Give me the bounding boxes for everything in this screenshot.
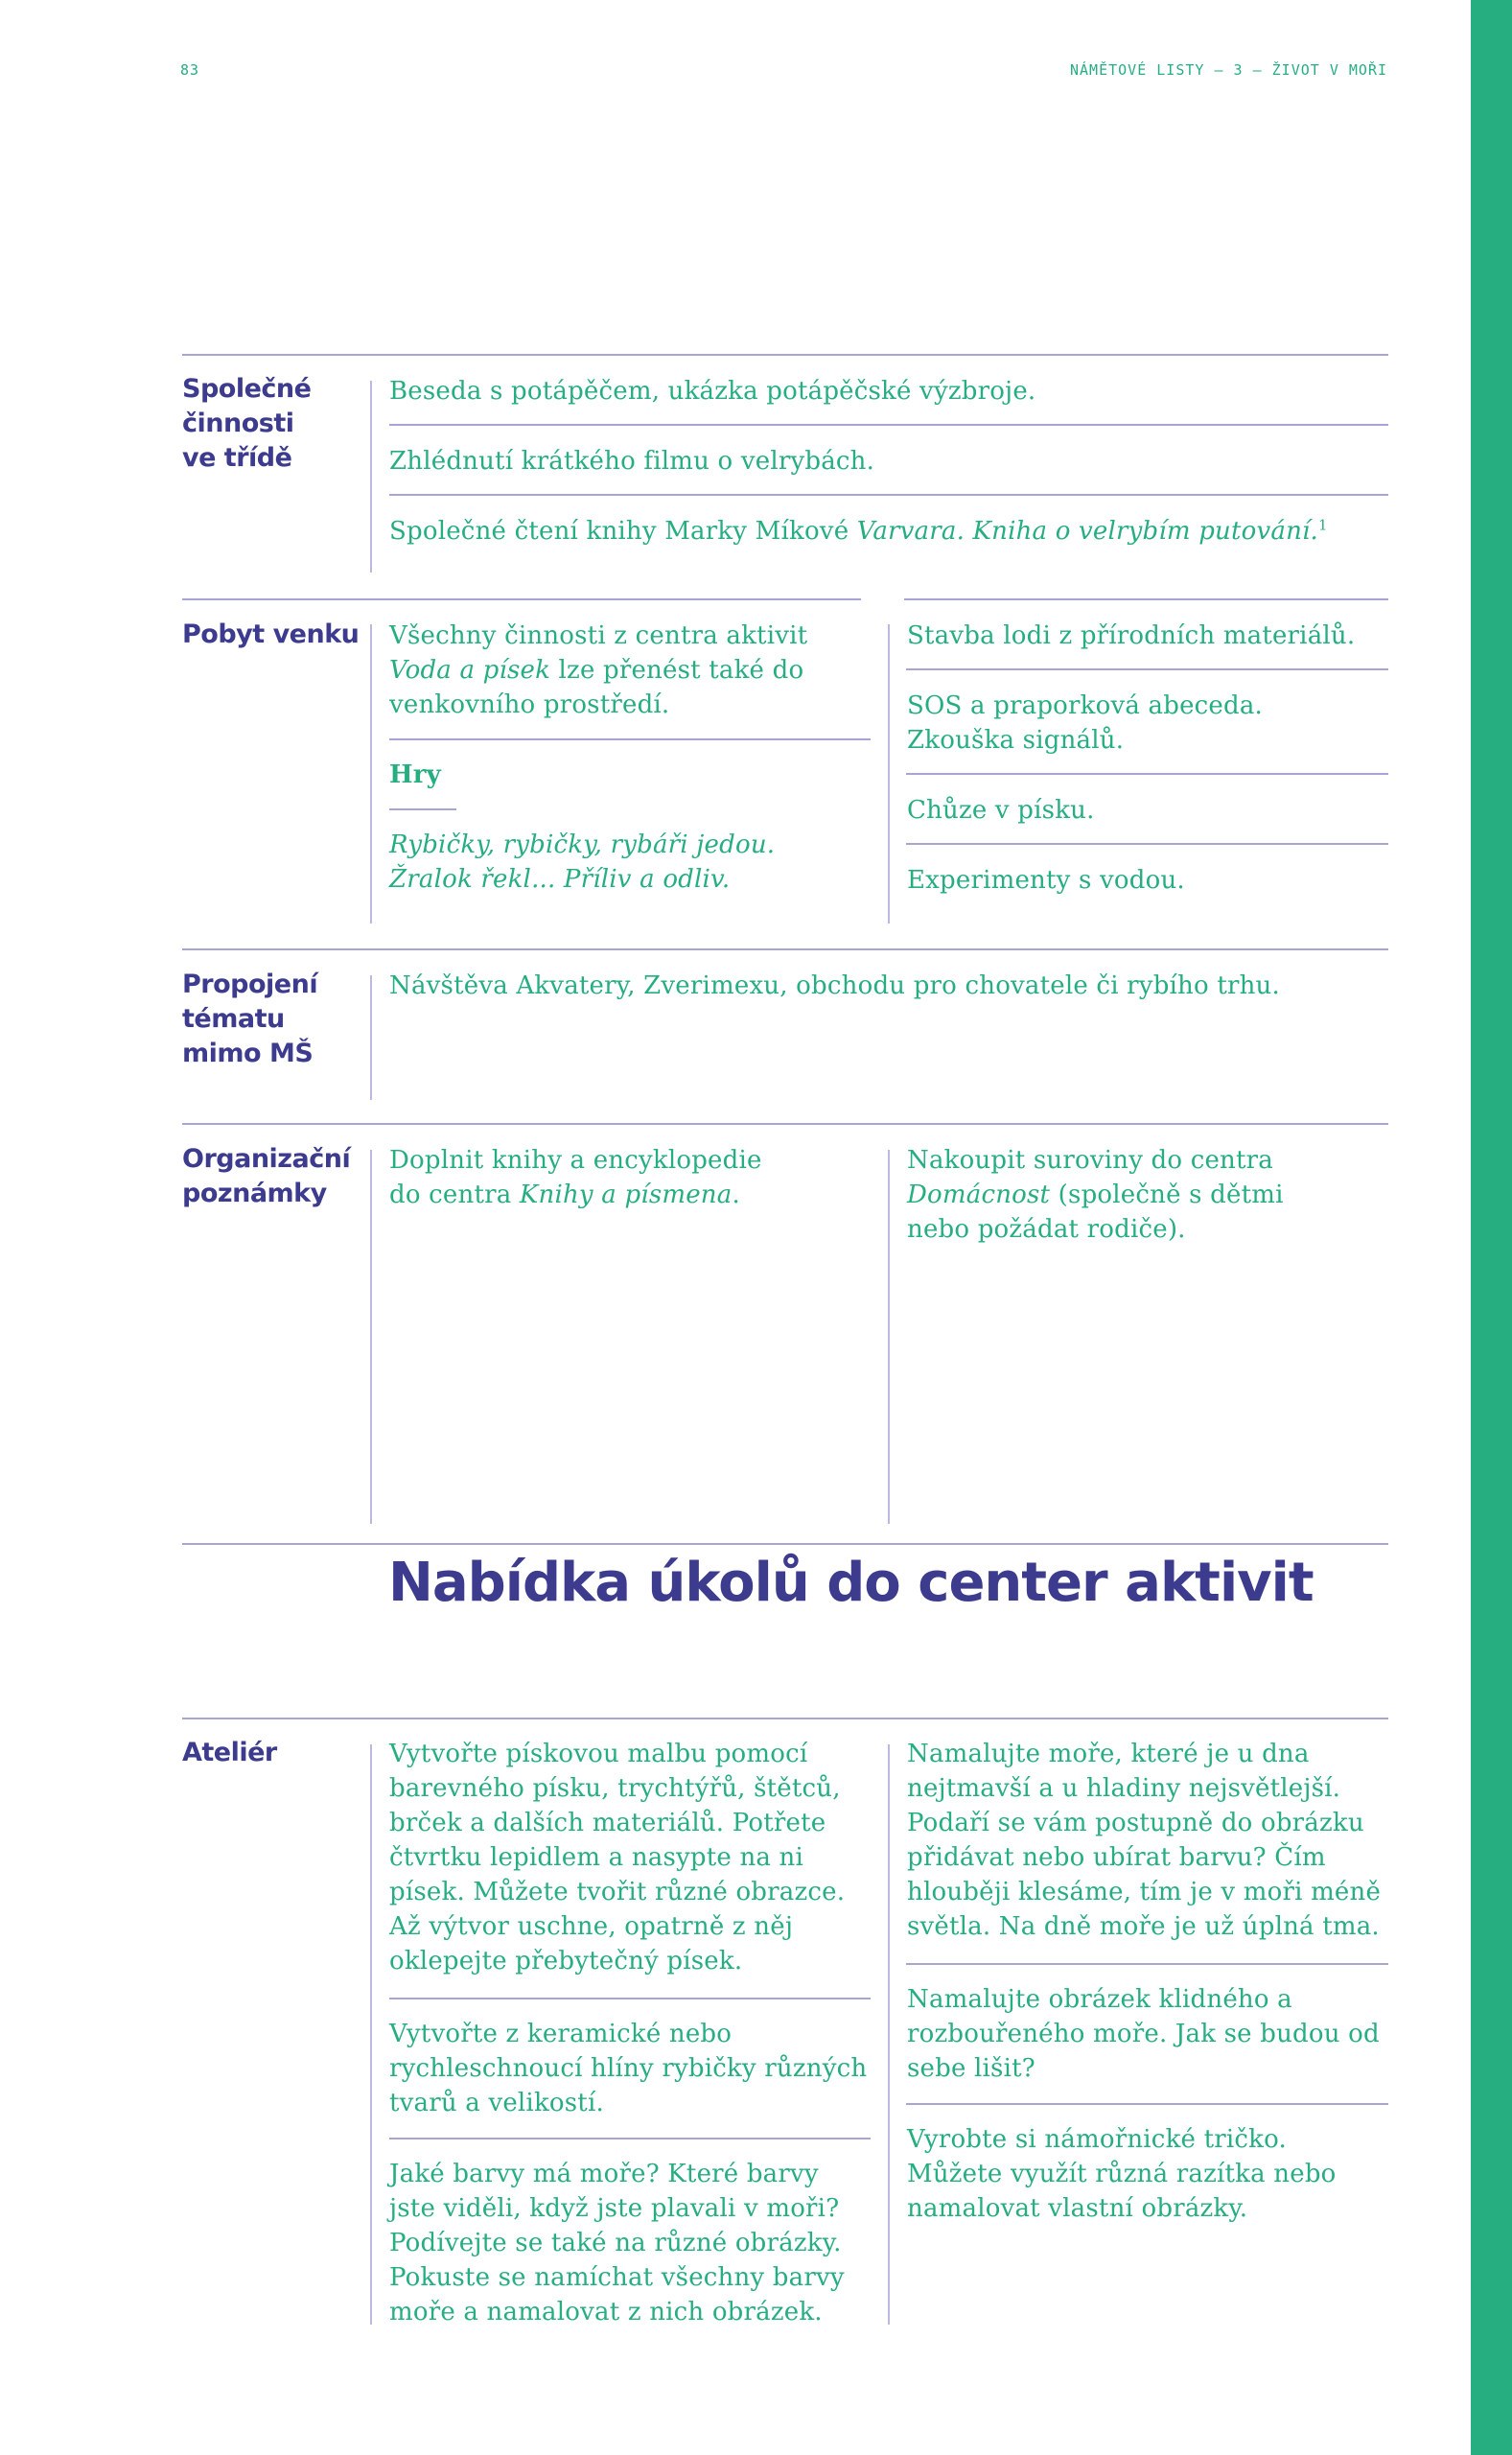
intro-line: Všechny činnosti z centra aktivit — [389, 621, 808, 650]
item-divider — [389, 1998, 871, 1999]
item-divider — [389, 494, 1388, 496]
organizacni-left — [389, 1143, 792, 1212]
atelier-left-item: Vytvořte pískovou malbu pomocí barevného písku, trychtýřů, štětců, brček a dalších materiálů. Potřete čtvrtku lepidlem a nasypte na ni písek. Můžete tvořit různé obrazce. Až výtvor uschne, opatrně z něj oklepejte přebytečný písek. — [389, 1740, 846, 1976]
item-divider — [389, 424, 1388, 426]
section-divider — [182, 1123, 1388, 1125]
side-accent-bar — [1471, 0, 1512, 2455]
section-divider — [904, 598, 1388, 600]
section-label-pobyt: Pobyt venku — [182, 620, 360, 649]
item-divider — [906, 1963, 1388, 1965]
atelier-right-item: Vyrobte si námořnické tričko. Můžete využít různá razítka nebo namalovat vlastní obrázky. — [907, 2125, 1337, 2223]
item-divider — [389, 2138, 871, 2139]
pobyt-right-item: SOS a praporková abeceda. Zkouška signálů. — [907, 691, 1264, 755]
item-divider — [389, 738, 871, 740]
column-divider — [370, 624, 372, 924]
section-label-atelier: Ateliér — [182, 1738, 277, 1767]
organizacni-right — [907, 1143, 1310, 1247]
org-right-suffix: (společně s dětmi nebo požádat rodiče). — [907, 1181, 1284, 1244]
section-divider — [182, 598, 861, 600]
book-title: Varvara. Kniha o velrybím putování. — [856, 517, 1319, 546]
intro-rest: lze přenést také do venkovního prostředí. — [389, 656, 804, 719]
column-divider — [370, 1150, 372, 1524]
item-divider — [906, 843, 1388, 845]
section-divider — [182, 1718, 1388, 1719]
section-divider — [182, 1543, 1388, 1545]
item-divider — [906, 773, 1388, 775]
center-name: Knihy a písmena — [519, 1181, 733, 1209]
pobyt-right-item: Chůze v písku. — [907, 796, 1095, 825]
game-item: Žralok řekl... Příliv a odliv. — [389, 865, 731, 894]
offer-title: Nabídka úkolů do center aktivit — [388, 1552, 1314, 1614]
section-divider — [182, 354, 1388, 356]
center-name: Domácnost — [907, 1181, 1051, 1209]
section-label-propojeni: Propojení tématu mimo MŠ — [182, 970, 318, 1068]
heading-underline — [389, 808, 456, 810]
reading-prefix: Společné čtení knihy Marky Míkové — [389, 517, 857, 546]
footnote-marker: 1 — [1318, 516, 1328, 534]
games-list — [389, 828, 775, 897]
games-heading: Hry — [389, 760, 441, 789]
pobyt-right-item: Stavba lodi z přírodních materiálů. — [907, 621, 1356, 650]
item-divider — [906, 668, 1388, 670]
page-number: 83 — [180, 61, 200, 79]
spolecne-item: Beseda s potápěčem, ukázka potápěčské výzbroje. — [389, 377, 1036, 406]
item-divider — [906, 2103, 1388, 2105]
section-label-spolecne: Společné činnosti ve třídě — [182, 374, 312, 473]
section-label-organizacni: Organizační poznámky — [182, 1144, 351, 1208]
pobyt-intro — [389, 619, 849, 722]
column-divider — [370, 1744, 372, 2325]
spolecne-item: Zhlédnutí krátkého filmu o velrybách. — [389, 447, 875, 476]
org-left-suffix: . — [732, 1181, 740, 1209]
propojeni-text: Návštěva Akvatery, Zverimexu, obchodu pro chovatele či rybího trhu. — [389, 971, 1280, 1000]
running-title: NÁMĚTOVÉ LISTY – 3 – ŽIVOT V MOŘI — [1069, 61, 1387, 79]
section-divider — [182, 948, 1388, 950]
spolecne-reading — [389, 514, 1328, 549]
column-divider — [370, 975, 372, 1100]
game-item: Rybičky, rybičky, rybáři jedou. — [389, 830, 776, 859]
org-right-prefix: Nakoupit suroviny do centra — [907, 1146, 1273, 1175]
column-divider — [370, 381, 372, 573]
org-left-prefix: Doplnit knihy a encyklopedie do centra — [389, 1146, 762, 1209]
column-divider — [888, 624, 890, 924]
atelier-right-item: Namalujte moře, které je u dna nejtmavší a u hladiny nejsvětlejší. Podaří se vám postupně do obrázku přidávat nebo ubírat barvu? Čím hlouběji klesáme, tím je v moři méně světla. Na dně moře je už úplná tma. — [907, 1740, 1382, 1941]
pobyt-right-item: Experimenty s vodou. — [907, 866, 1185, 895]
center-name: Voda a písek — [389, 656, 551, 685]
atelier-left-item: Vytvořte z keramické nebo rychleschnoucí hlíny rybičky různých tvarů a velikostí. — [389, 2020, 868, 2117]
column-divider — [888, 1744, 890, 2325]
atelier-right-item: Namalujte obrázek klidného a rozbouřeného moře. Jak se budou od sebe lišit? — [907, 1985, 1380, 2083]
column-divider — [888, 1150, 890, 1524]
atelier-left-item: Jaké barvy má moře? Které barvy jste viděli, když jste plavali v moři? Podívejte se také na různé obrázky. Pokuste se namíchat všechny barvy moře a namalovat z nich obrázek. — [389, 2160, 845, 2326]
